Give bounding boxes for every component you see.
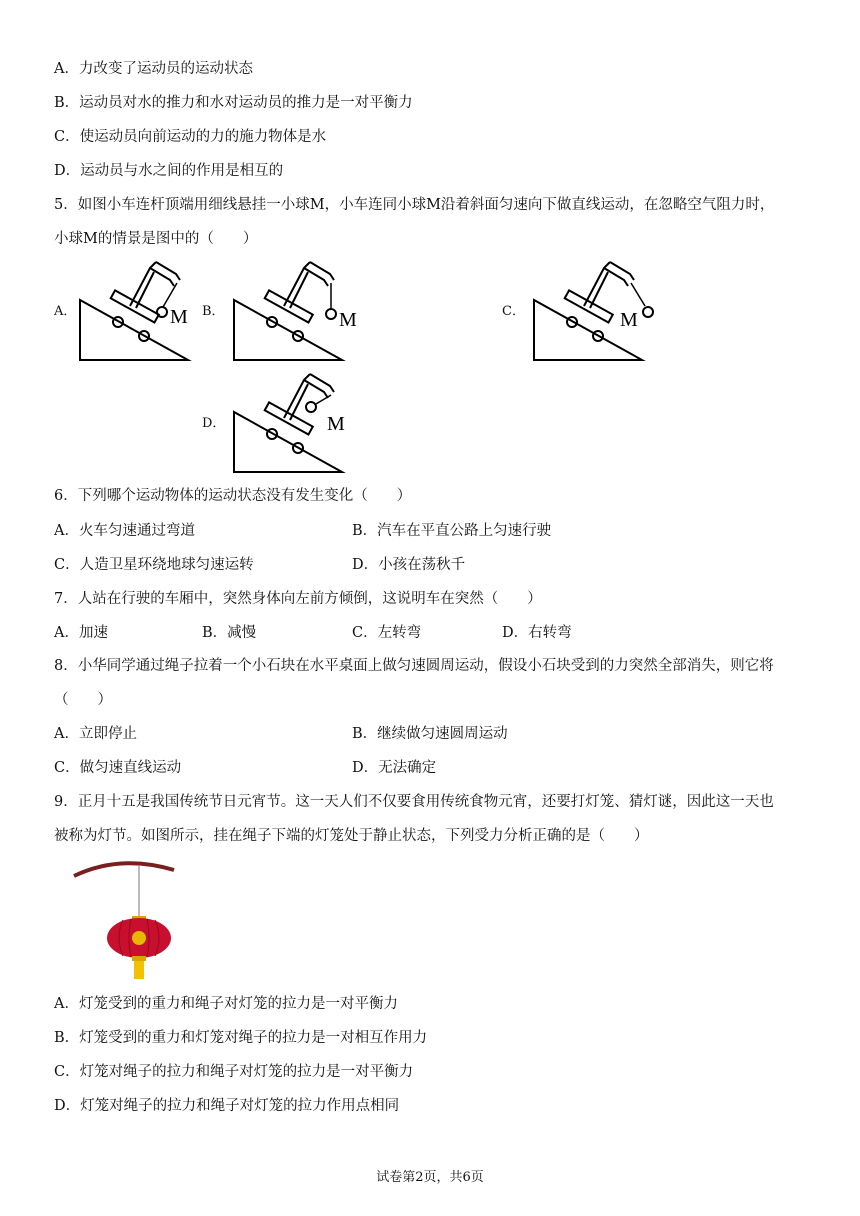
- q5-stem-line1: 5．如图小车连杆顶端用细线悬挂一小球M，小车连同小球M沿着斜面匀速向下做直线运动，在忽略空气阻力时，: [54, 197, 775, 213]
- incline-slope: [234, 412, 342, 472]
- q8-stem-line1: 8．小华同学通过绳子拉着一个小石块在水平桌面上做匀速圆周运动，假设小石块受到的力突然全部消失，则它将: [54, 658, 774, 674]
- q5-stem-line2: 小球M的情景是图中的（ ）: [54, 231, 258, 247]
- q5-figure-d: [222, 370, 372, 480]
- q9-stem-line2: 被称为灯节。如图所示，挂在绳子下端的灯笼处于静止状态，下列受力分析正确的是（ ）: [54, 828, 649, 844]
- q6-option-b: B．汽车在平直公路上匀速行驶: [352, 523, 552, 539]
- q4-option-c: C．使运动员向前运动的力的施力物体是水: [54, 129, 327, 145]
- q8-option-c: C．做匀速直线运动: [54, 760, 182, 776]
- q8-option-b: B．继续做匀速圆周运动: [352, 726, 508, 742]
- q7-stem: 7．人站在行驶的车厢中，突然身体向左前方倾倒，这说明车在突然（ ）: [54, 591, 542, 607]
- page-footer: 试卷第2页，共6页: [376, 1170, 484, 1185]
- q4-option-a: A．力改变了运动员的运动状态: [54, 61, 253, 77]
- q5-figure-b: [222, 258, 372, 368]
- ball-m: [157, 307, 167, 317]
- ball-m-label: M: [339, 309, 357, 331]
- q8-option-d: D．无法确定: [352, 760, 437, 776]
- q9-option-d: D．灯笼对绳子的拉力和绳子对灯笼的拉力作用点相同: [54, 1098, 400, 1114]
- q9-option-c: C．灯笼对绳子的拉力和绳子对灯笼的拉力是一对平衡力: [54, 1064, 414, 1080]
- ball-m-label: M: [327, 413, 345, 435]
- lantern-tassel: [134, 961, 144, 979]
- hanging-string: [316, 395, 331, 404]
- q6-option-c: C．人造卫星环绕地球匀速运转: [54, 557, 254, 573]
- q9-option-a: A．灯笼受到的重力和绳子对灯笼的拉力是一对平衡力: [54, 996, 398, 1012]
- q4-option-d: D．运动员与水之间的作用是相互的: [54, 163, 284, 179]
- q9-option-b: B．灯笼受到的重力和灯笼对绳子的拉力是一对相互作用力: [54, 1030, 428, 1046]
- q7-option-a: A．加速: [54, 625, 108, 641]
- q7-option-c: C．左转弯: [352, 625, 422, 641]
- q6-option-a: A．火车匀速通过弯道: [54, 523, 195, 539]
- q6-stem: 6．下列哪个运动物体的运动状态没有发生变化（ ）: [54, 488, 412, 504]
- lantern-image: [70, 856, 180, 986]
- ball-m-label: M: [170, 306, 188, 328]
- hanging-pole: [74, 863, 174, 876]
- q6-option-d: D．小孩在荡秋千: [352, 557, 466, 573]
- ball-m: [643, 307, 653, 317]
- ball-m: [326, 309, 336, 319]
- hanging-string: [163, 283, 177, 307]
- q8-stem-line2: （ ）: [54, 692, 112, 708]
- lantern-bottom: [132, 956, 146, 961]
- q5-label-d: D．: [202, 416, 226, 431]
- q4-option-b: B．运动员对水的推力和水对运动员的推力是一对平衡力: [54, 95, 413, 111]
- q8-option-a: A．立即停止: [54, 726, 137, 742]
- ball-m-label: M: [620, 309, 638, 331]
- incline-slope: [234, 300, 342, 360]
- q7-option-d: D．右转弯: [502, 625, 572, 641]
- q5-label-a: A．: [54, 304, 77, 319]
- hanging-string: [631, 283, 645, 306]
- q5-figure-c: [522, 258, 672, 368]
- q5-label-b: B．: [202, 304, 225, 319]
- lantern-emblem: [132, 931, 146, 945]
- q5-figure-a: [70, 258, 200, 368]
- q9-stem-line1: 9．正月十五是我国传统节日元宵节。这一天人们不仅要食用传统食物元宵，还要打灯笼、猜灯谜，因此这一天也: [54, 794, 774, 810]
- q7-option-b: B．减慢: [202, 625, 257, 641]
- q5-label-c: C．: [502, 304, 525, 319]
- ball-m: [306, 402, 316, 412]
